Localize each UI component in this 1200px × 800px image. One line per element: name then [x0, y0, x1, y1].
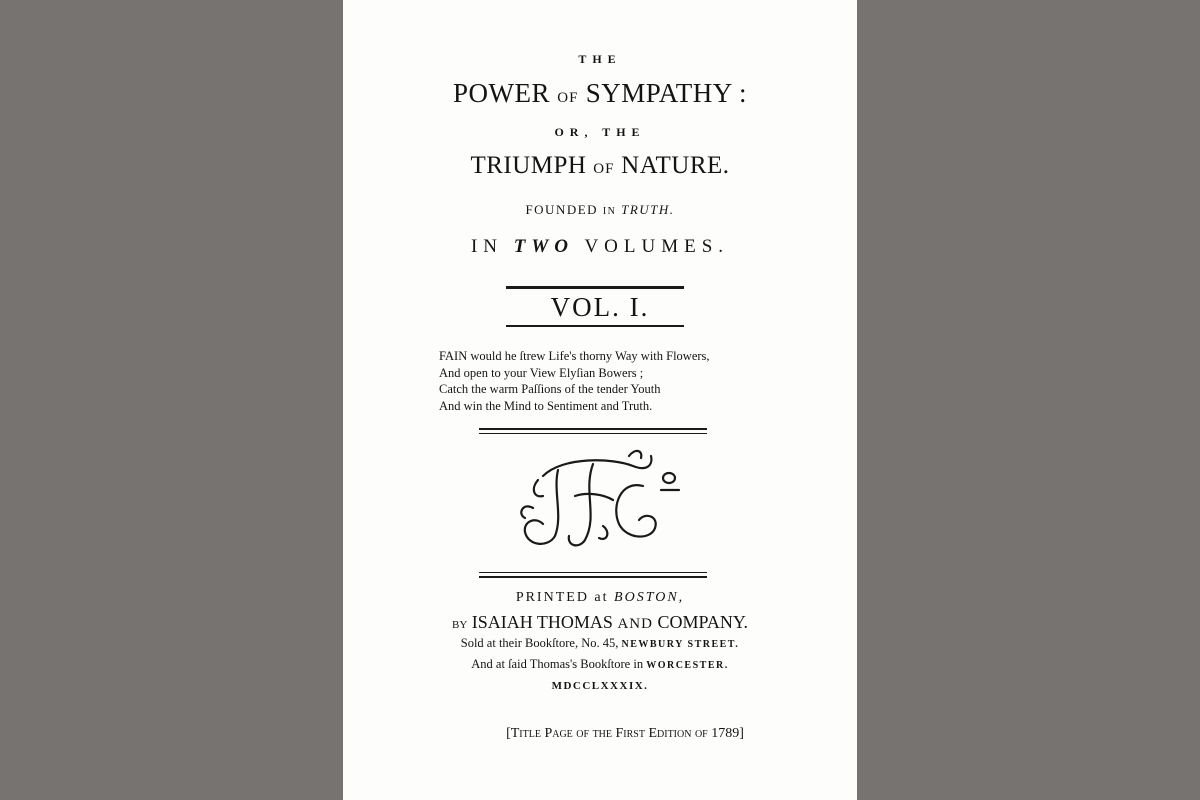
figure-caption: [Title Page of the First Edition of 1789]	[506, 726, 744, 741]
or-the: OR, THE	[554, 125, 646, 139]
verse-line: And open to your View Elyſian Bowers ;	[439, 365, 644, 380]
bookstore-line: Sold at their Bookſtore, No. 45, NEWBURY STREET.	[460, 636, 740, 650]
verse-line: FAIN would he ſtrew Life's thorny Way with Flowers,	[439, 349, 710, 363]
verse-line: Catch the warm Paſſions of the tender Youth	[439, 382, 661, 396]
main-title: POWER OF SYMPATHY :	[453, 78, 747, 108]
printed-at-boston: PRINTED at BOSTON,	[515, 590, 685, 605]
in-two-volumes: IN TWO VOLUMES.	[470, 236, 730, 257]
ornament-bottom-rule-b	[479, 576, 707, 578]
founded-in-truth: FOUNDED IN TRUTH.	[525, 202, 675, 217]
worcester-line: And at ſaid Thomas's Bookſtore in WORCESTER.	[471, 657, 729, 671]
printer-monogram-icon	[503, 436, 703, 556]
volume-number: VOL. I.	[550, 292, 650, 322]
title-page	[343, 0, 857, 800]
epigraph-verse	[439, 348, 710, 414]
ornament-bottom-rule-a	[479, 572, 707, 573]
publication-year: MDCCLXXXIX.	[551, 680, 649, 692]
ornament-top-rule-b	[479, 433, 707, 434]
vol-top-rule	[506, 286, 684, 289]
ornament-top-rule-a	[479, 428, 707, 430]
vol-bottom-rule	[506, 325, 684, 327]
subtitle: TRIUMPH OF NATURE.	[470, 152, 730, 179]
verse-line: And win the Mind to Sentiment and Truth.	[439, 398, 653, 413]
the-heading: THE	[578, 52, 622, 66]
printer-line: BY ISAIAH THOMAS AND COMPANY.	[451, 612, 748, 632]
